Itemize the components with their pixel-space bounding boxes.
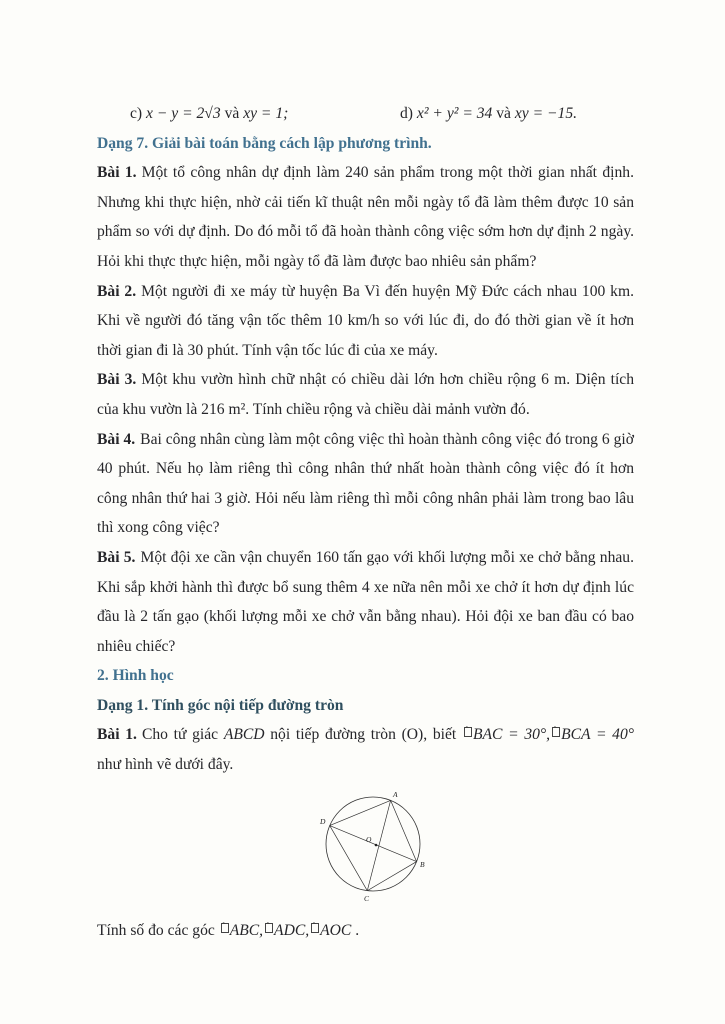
problem-3-label: Bài 3. [97,371,137,389]
equation-c-connector: và [220,105,244,122]
angle-hat-icon [265,923,273,933]
problem-4-label: Bài 4. [97,430,136,448]
geometry-1-end: như hình vẽ dưới đây. [97,756,234,774]
inscribed-quadrilateral-figure [291,784,441,906]
problem-bai-4 [97,425,634,543]
heading-section-2: 2. Hình học [97,667,174,685]
geometry-bai-1 [97,720,634,779]
conclusion-angle-adc: ADC, [274,921,310,939]
geometry-1-angle-bca: BCA = 40° [561,726,635,744]
equation-line [97,99,634,129]
figure-label-a: A [392,789,398,799]
center-point-o [374,843,377,846]
equation-d-expr1: x² + y² = 34 [416,105,493,122]
document-page [97,99,634,945]
figure-label-o: O [365,834,371,844]
angle-hat-icon [552,727,560,737]
conclusion-angle-aoc: AOC [320,921,352,939]
geometry-1-intro: Cho tứ giác [141,726,224,744]
problem-4-text: Bai công nhân cùng làm một công việc thì hoàn thành công việc đó trong 6 giờ 40 phút. Nếu họ làm riêng thì công nhân thứ nhất hoàn thành công việc đó ít hơn công nhân thứ hai 3 giờ. Hỏi nếu làm riêng thì mỗi công nhân phải làm trong bao lâu thì xong công việc? [97,430,635,537]
problem-bai-1 [97,158,634,276]
equation-c [130,105,288,122]
geometry-1-angle-bac: BAC = 30°, [472,726,551,744]
problem-2-label: Bài 2. [97,282,137,300]
problem-3-text: Một khu vườn hình chữ nhật có chiều dài lớn hơn chiều rộng 6 m. Diện tích của khu vườn là 216 m². Tính chiều rộng và chiều dài mảnh vườn đó. [97,371,634,418]
problem-2-text: Một người đi xe máy từ huyện Ba Vì đến huyện Mỹ Đức cách nhau 100 km. Khi về người đó tăng vận tốc thêm 10 km/h so với lúc đi, do đó thời gian về ít hơn thời gian đi là 30 phút. Tính vận tốc lúc đi của xe máy. [97,282,634,359]
problem-1-label: Bài 1. [97,164,137,182]
equation-d [400,99,577,129]
problem-bai-3 [97,365,634,424]
heading-dang-1: Dạng 1. Tính góc nội tiếp đường tròn [97,696,344,714]
conclusion-line [97,916,634,946]
geometry-1-mid: nội tiếp đường tròn (O), biết [264,726,462,744]
equation-d-connector: và [492,105,515,122]
equation-c-label: c) [130,105,143,122]
conclusion-angle-abc: ABC, [229,921,264,939]
heading-dang-7: Dạng 7. Giải bài toán bằng cách lập phương trình. [97,134,432,152]
diagonal-ac [367,800,390,890]
problem-bai-5 [97,543,634,661]
problem-bai-2 [97,277,634,366]
equation-c-expr2: xy = 1; [243,105,289,122]
conclusion-prefix: Tính số đo các góc [97,921,219,939]
angle-hat-icon [464,727,472,737]
geometry-1-label: Bài 1. [97,726,137,744]
problem-5-label: Bài 5. [97,548,136,566]
figure-label-c: C [363,893,369,903]
geometry-1-quad: ABCD [223,726,265,744]
figure-label-d: D [319,816,325,826]
problem-1-text: Một tổ công nhân dự định làm 240 sản phẩm trong một thời gian nhất định. Nhưng khi thực hiện, nhờ cải tiến kĩ thuật nên mỗi ngày tổ đã làm thêm được 10 sản phẩm so với dự định. Do đó mỗi tổ đã hoàn thành công việc sớm hơn dự định 2 ngày. Hỏi khi thực thực hiện, mỗi ngày tổ đã làm được bao nhiêu sản phẩm? [97,164,634,270]
equation-d-expr2: xy = −15. [514,105,578,122]
angle-hat-icon [221,923,229,933]
circle-figure-container [97,784,634,906]
conclusion-suffix: . [351,921,360,939]
figure-label-b: B [419,859,425,869]
quadrilateral-abcd [329,800,416,890]
angle-hat-icon [311,923,319,933]
problem-5-text: Một đội xe cần vận chuyển 160 tấn gạo với khối lượng mỗi xe chở bằng nhau. Khi sắp khởi hành thì được bổ sung thêm 4 xe nữa nên mỗi xe chở ít hơn dự định lúc đầu là 2 tấn gạo (khối lượng mỗi xe chở vẫn bằng nhau). Hỏi đội xe ban đầu có bao nhiêu chiếc? [97,548,634,655]
equation-d-label: d) [400,105,413,122]
equation-c-expr1: x − y = 2√3 [146,105,221,122]
